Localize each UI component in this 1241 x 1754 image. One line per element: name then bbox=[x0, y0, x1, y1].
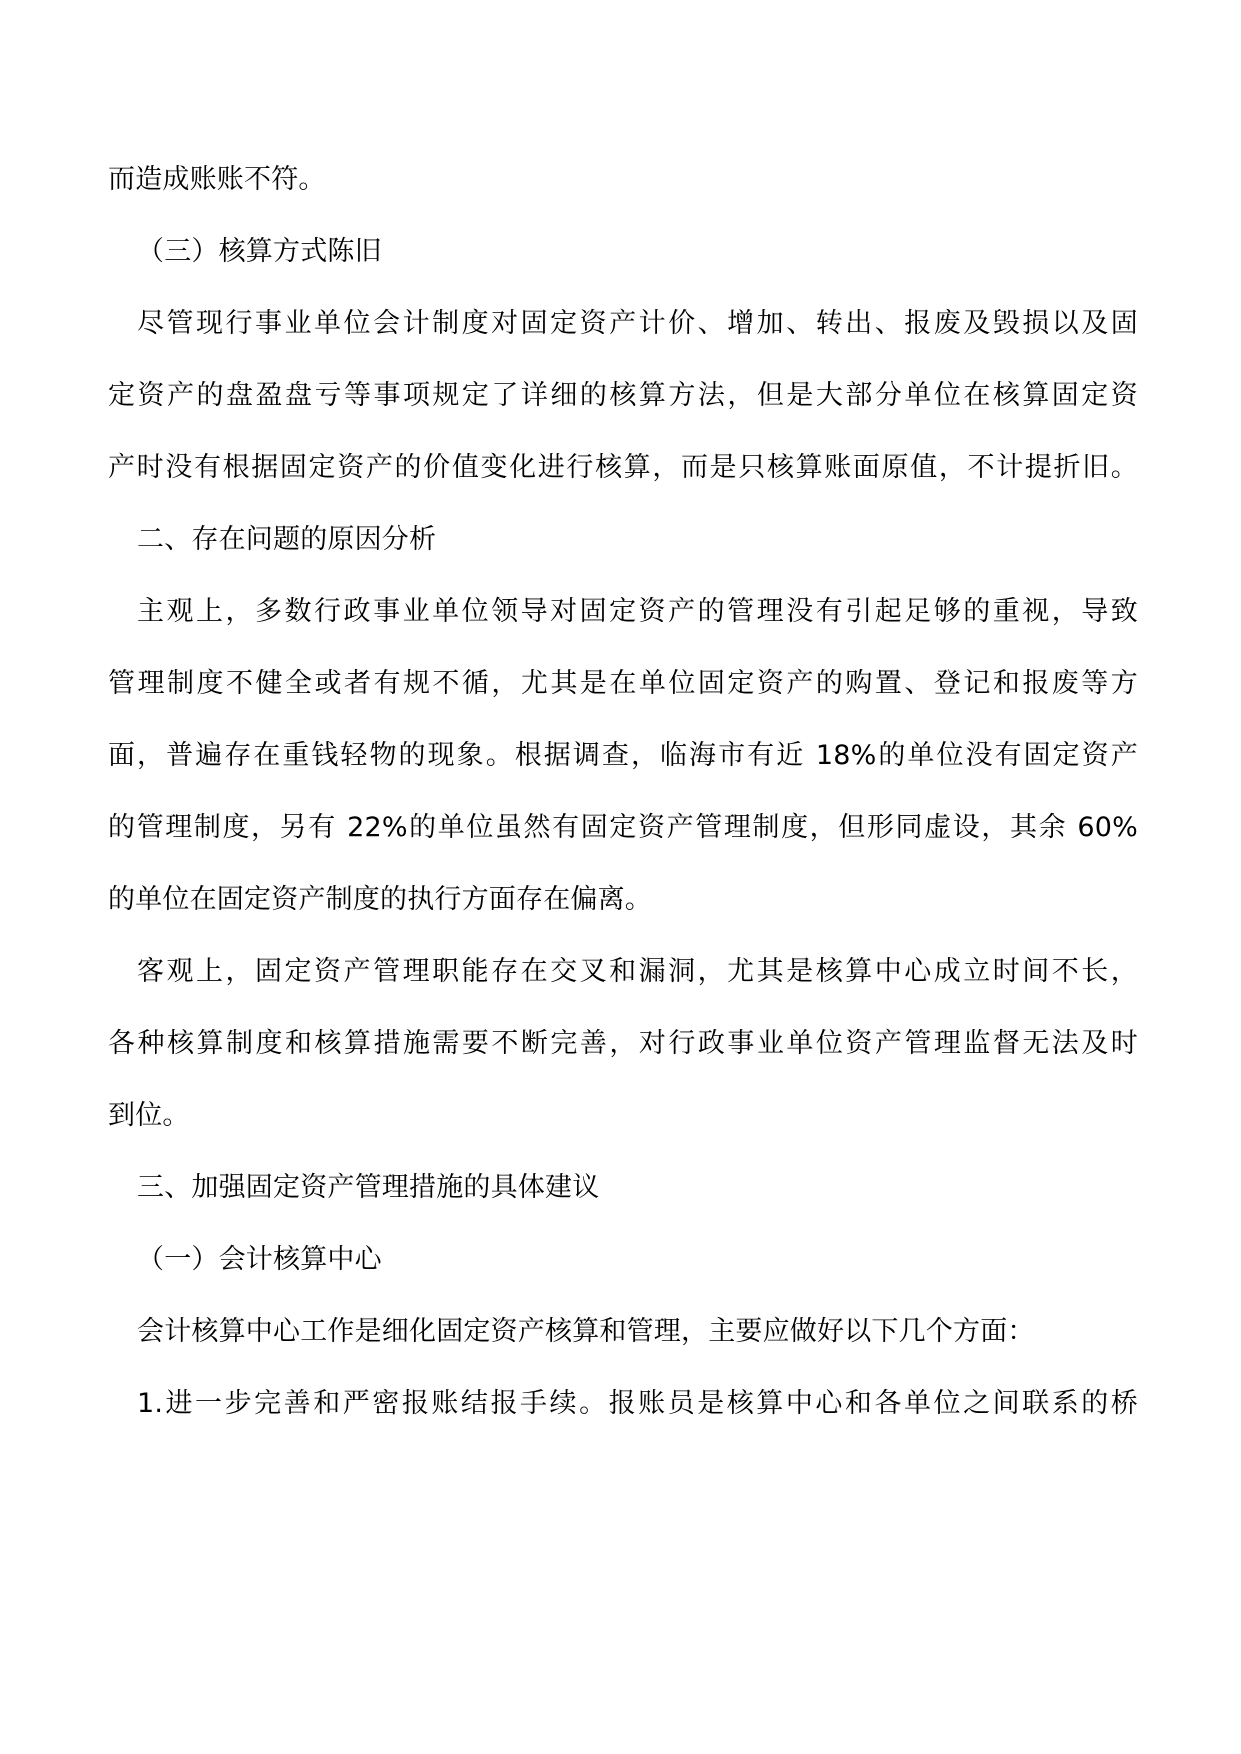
subsection-heading-3: （三）核算方式陈旧 bbox=[137, 236, 382, 267]
paragraph-line: 尽管现行事业单位会计制度对固定资产计价、增加、转出、报废及毁损以及固 bbox=[137, 308, 1138, 339]
paragraph-line: 到位。 bbox=[108, 1100, 190, 1131]
paragraph-line: 定资产的盘盈盘亏等事项规定了详细的核算方法，但是大部分单位在核算固定资 bbox=[108, 380, 1138, 411]
paragraph-line: 的管理制度，另有 22%的单位虽然有固定资产管理制度，但形同虚设，其余 60% bbox=[108, 812, 1138, 843]
paragraph-continuation: 而造成账账不符。 bbox=[108, 164, 326, 195]
paragraph-line: 客观上，固定资产管理职能存在交叉和漏洞，尤其是核算中心成立时间不长， bbox=[137, 956, 1138, 987]
section-heading-3: 三、加强固定资产管理措施的具体建议 bbox=[137, 1172, 600, 1203]
subsection-heading-1: （一）会计核算中心 bbox=[137, 1244, 382, 1275]
paragraph-line: 管理制度不健全或者有规不循，尤其是在单位固定资产的购置、登记和报废等方 bbox=[108, 668, 1138, 699]
section-heading-2: 二、存在问题的原因分析 bbox=[137, 524, 437, 555]
paragraph-line: 主观上，多数行政事业单位领导对固定资产的管理没有引起足够的重视，导致 bbox=[137, 596, 1138, 627]
paragraph-line: 产时没有根据固定资产的价值变化进行核算，而是只核算账面原值，不计提折旧。 bbox=[108, 452, 1138, 483]
list-item-1: 1.进一步完善和严密报账结报手续。报账员是核算中心和各单位之间联系的桥 bbox=[137, 1388, 1138, 1419]
paragraph-line: 会计核算中心工作是细化固定资产核算和管理，主要应做好以下几个方面： bbox=[137, 1316, 1035, 1347]
paragraph-line: 各种核算制度和核算措施需要不断完善，对行政事业单位资产管理监督无法及时 bbox=[108, 1028, 1138, 1059]
paragraph-line: 面，普遍存在重钱轻物的现象。根据调查，临海市有近 18%的单位没有固定资产 bbox=[108, 740, 1138, 771]
paragraph-line: 的单位在固定资产制度的执行方面存在偏离。 bbox=[108, 884, 652, 915]
